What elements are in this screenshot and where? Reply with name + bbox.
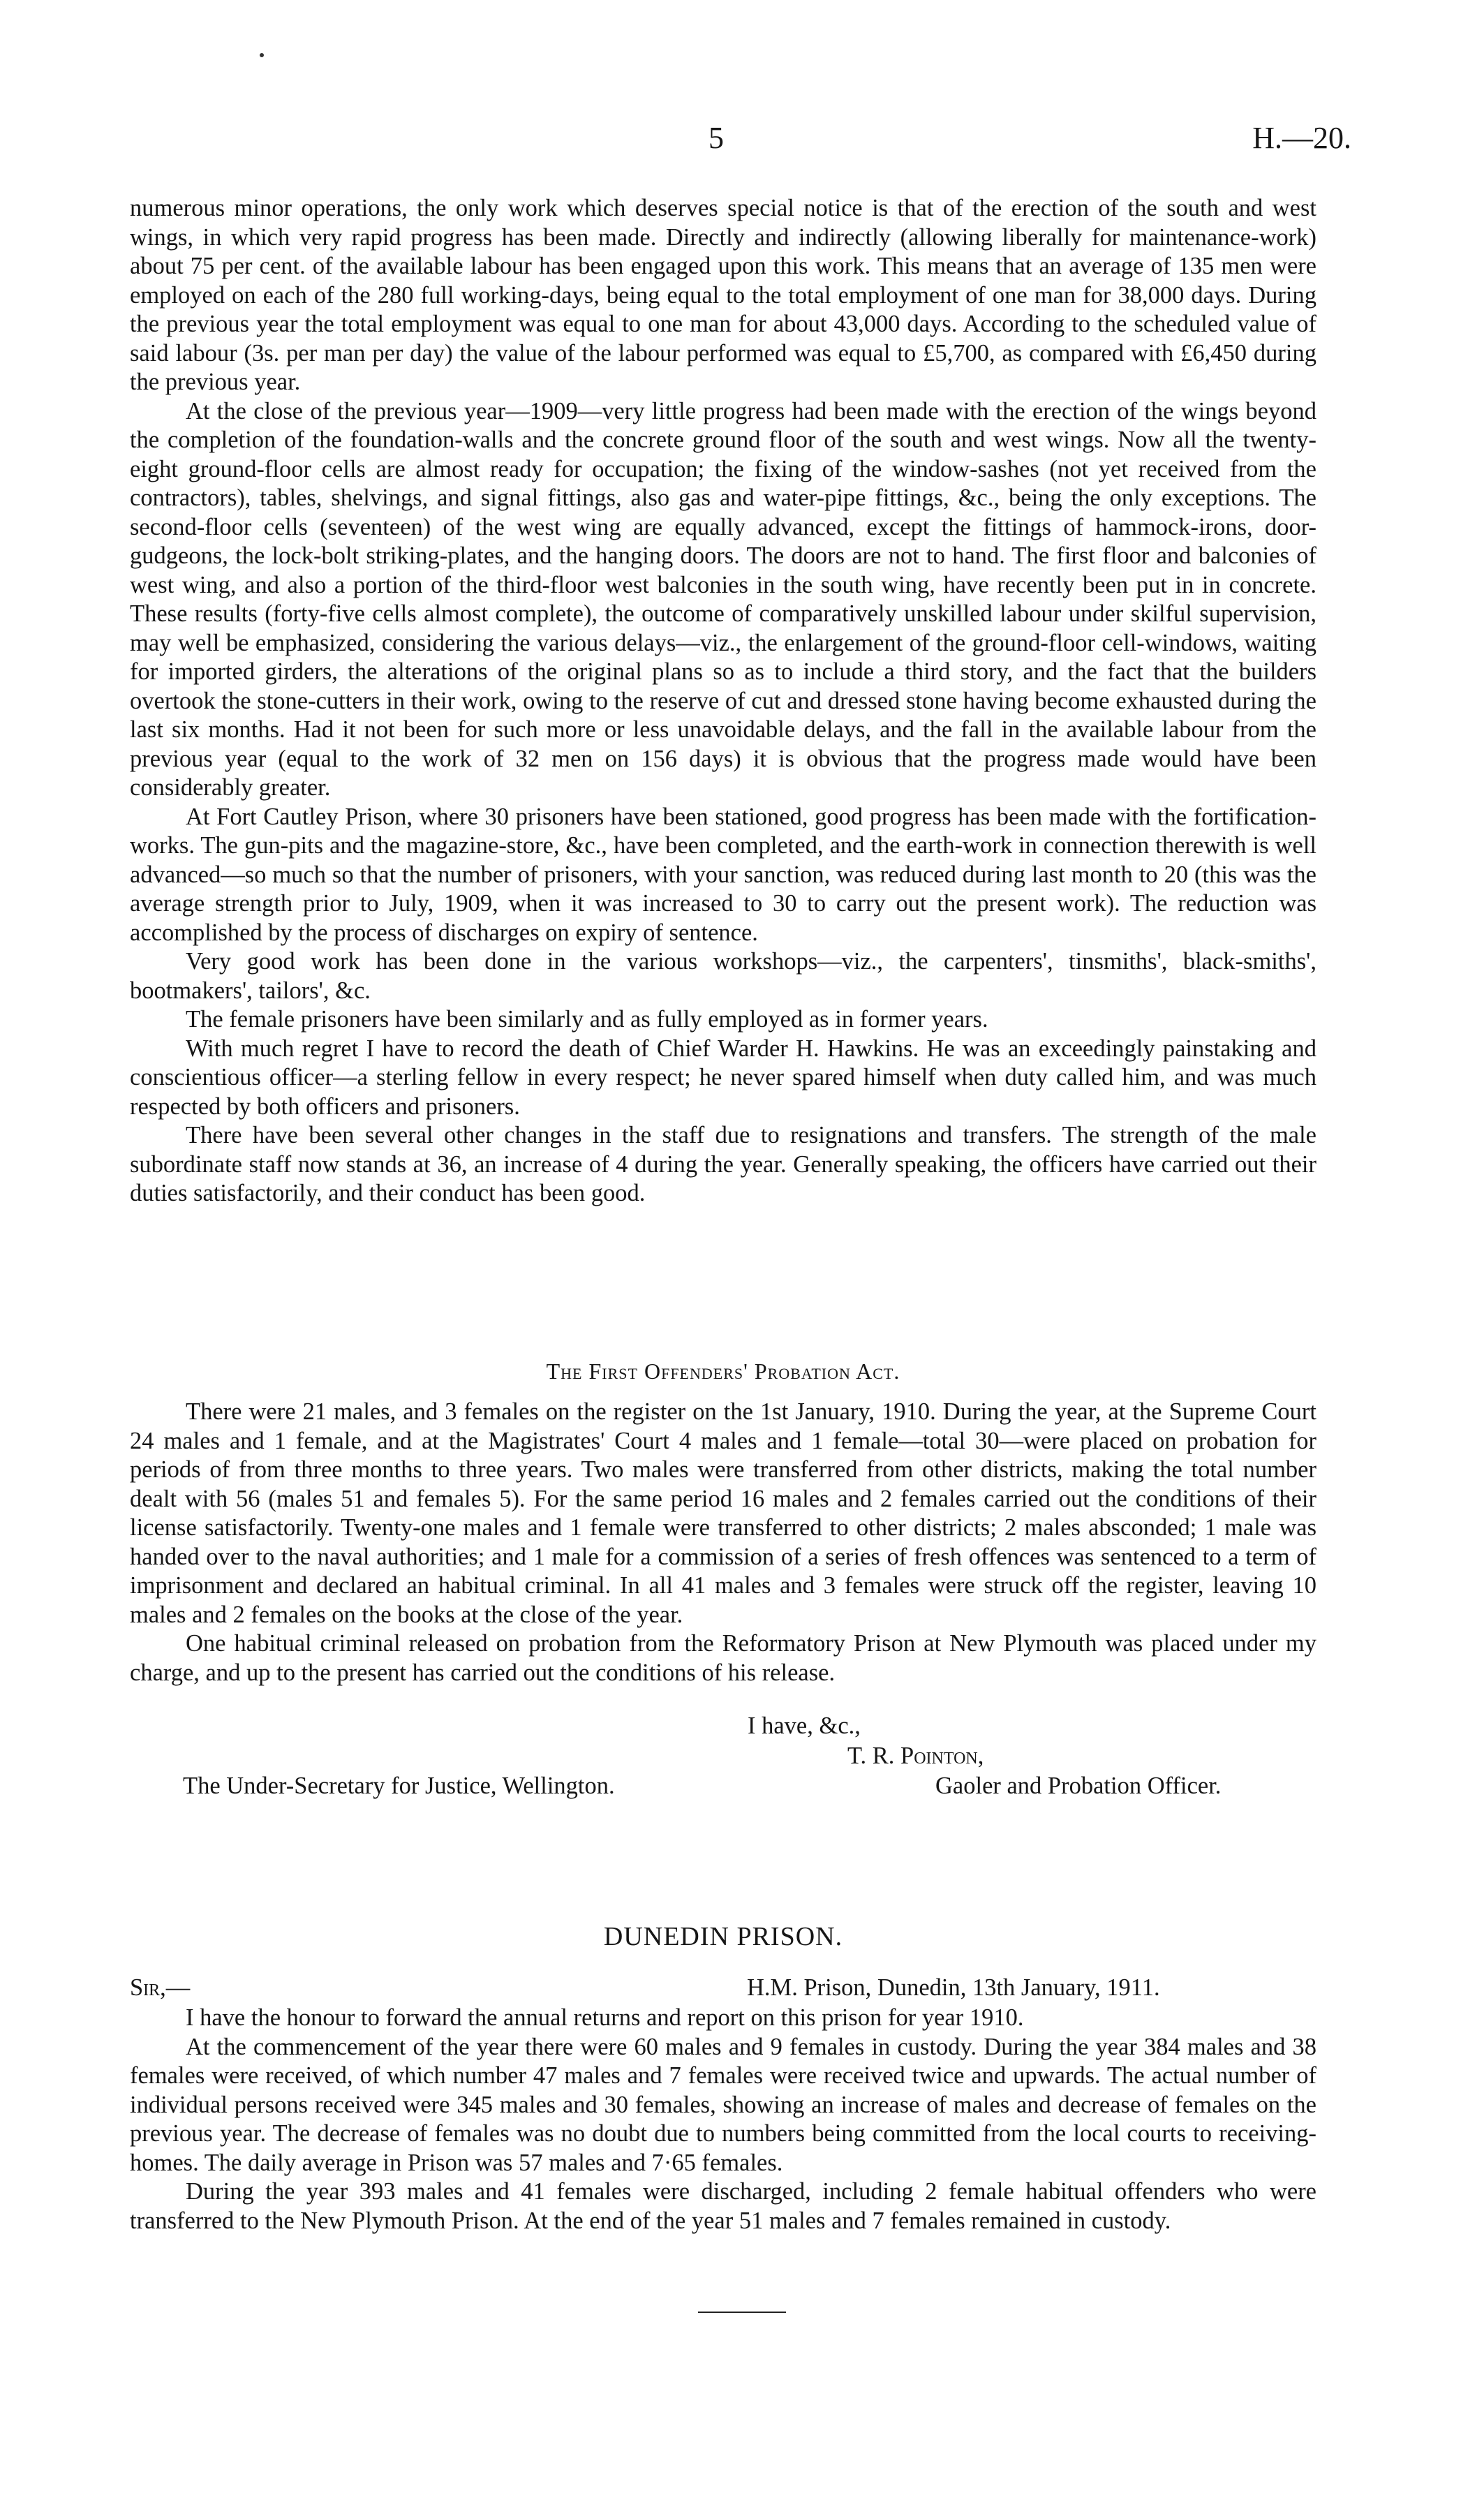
dunedin-prison-heading: DUNEDIN PRISON. — [603, 1922, 843, 1951]
paragraph-female-prisoners: The female prisoners have been similarly and as fully employed as in former years. — [186, 1006, 988, 1033]
probation-act-heading: The First Offenders' Probation Act. — [546, 1359, 900, 1384]
closing-phrase: I have, &c., — [748, 1713, 861, 1739]
dateline: H.M. Prison, Dunedin, 13th January, 1911. — [747, 1974, 1160, 2001]
addressee: The Under-Secretary for Justice, Wellington. — [183, 1773, 615, 1799]
document-reference: H.—20. — [1252, 121, 1351, 155]
speck-mark — [260, 53, 264, 57]
paragraph-probation-register: There were 21 males, and 3 females on the register on the 1st January, 1910. During the year, at the Supreme Court 24 males and 1 female, and at the Magistrates' Court 4 males and 1 female—total 30—were placed on probation for periods of from three months to three years. Two males were transferred from other districts, making the total number dealt with 56 (males 51 and females 5). For the same period 16 males and 2 females carried out the conditions of their license satisfactorily. Twenty-one males and 1 female were transferred to other districts; 2 males absconded; 1 male was handed over to the naval authorities; and 1 male for a commission of a series of fresh offences was sentenced to a term of imprisonment and declared an habitual criminal. In all 41 males and 3 females were struck off the register, leaving 10 males and 2 females on the books at the close of the year. — [130, 1398, 1316, 1628]
paragraph-discharges: During the year 393 males and 41 females were discharged, including 2 female habitual offenders who were transferred to the New Plymouth Prison. At the end of the year 51 males and 7 females remained in custody. — [130, 2178, 1316, 2234]
signatory-name: T. R. Pointon, — [847, 1743, 984, 1769]
paragraph-wings-progress: At the close of the previous year—1909—very little progress had been made with the erection of the wings beyond the completion of the foundation-walls and the concrete ground floor of the south and west wings. Now all the twenty-eight ground-floor cells are almost ready for occupation; the fixing of the window-sashes (not yet received from the contractors), tables, shelvings, and signal fittings, also gas and water-pipe fittings, &c., being the only exceptions. The second-floor cells (seventeen) of the west wing are equally advanced, except the fittings of hammock-irons, door-gudgeons, the lock-bolt striking-plates, and the hanging doors. The doors are not to hand. The first floor and balconies of west wing, and also a portion of the third-floor west balconies in the south wing, have recently been put in in concrete. These results (forty-five cells almost complete), the outcome of comparatively unskilled labour under skilful supervision, may well be emphasized, considering the various delays—viz., the enlargement of the ground-floor cell-windows, waiting for imported girders, the alterations of the original plans so as to include a third story, and the fact that the builders overtook the stone-cutters in their work, owing to the reserve of cut and dressed stone having become exhausted during the last six months. Had it not been for such more or less unavoidable delays, and the fall in the available labour from the previous year (equal to the work of 32 men on 156 days) it is obvious that the progress made would have been considerably greater. — [130, 397, 1316, 801]
prison-report-continued — [130, 194, 1316, 1208]
paragraph-workshops: Very good work has been done in the various workshops—viz., the carpenters', tinsmiths', black-smiths', bootmakers', tailors', &c. — [130, 948, 1316, 1004]
paragraph-staff-changes: There have been several other changes in the staff due to resignations and transfers. The strength of the male subordinate staff now stands at 36, an increase of 4 during the year. Generally speaking, the officers have carried out their duties satisfactorily, and their conduct has been good. — [130, 1122, 1316, 1206]
paragraph-labour: numerous minor operations, the only work which deserves special notice is that of the erection of the south and west wings, in which very rapid progress has been made. Directly and indirectly (allowing liberally for maintenance-work) about 75 per cent. of the available labour has been engaged upon this work. This means that an average of 135 men were employed on each of the 280 full working-days, being equal to the total employment of one man for 38,000 days. During the previous year the total employment was equal to one man for about 43,000 days. According to the scheduled value of said labour (3s. per man per day) the value of the labour performed was equal to £5,700, as compared with £6,450 during the previous year. — [130, 195, 1316, 395]
section-divider — [698, 2312, 786, 2313]
paragraph-fort-cautley: At Fort Cautley Prison, where 30 prisoners have been stationed, good progress has been made with the fortification-works. The gun-pits and the magazine-store, &c., have been completed, and the earth-work in connection therewith is well advanced—so much so that the number of prisoners, with your sanction, was reduced during last month to 20 (this was the average strength prior to July, 1909, when it was increased to 30 to carry out the present work). The reduction was accomplished by the process of discharges on expiry of sentence. — [130, 803, 1316, 946]
signatory-title: Gaoler and Probation Officer. — [935, 1773, 1222, 1799]
dunedin-report — [130, 2004, 1316, 2235]
probation-section — [130, 1398, 1316, 1687]
paragraph-chief-warder: With much regret I have to record the death of Chief Warder H. Hawkins. He was an exceedingly painstaking and conscientious officer—a sterling fellow in every respect; he never spared himself when duty called him, and was much respected by both officers and prisoners. — [130, 1035, 1316, 1120]
page-number: 5 — [708, 121, 724, 155]
salutation: Sir,— — [130, 1974, 191, 2001]
paragraph-habitual-criminal: One habitual criminal released on probation from the Reformatory Prison at New Plymouth was placed under my charge, and up to the present has carried out the conditions of his release. — [130, 1630, 1316, 1686]
paragraph-custody-numbers: At the commencement of the year there were 60 males and 9 females in custody. During the year 384 males and 38 females were received, of which number 47 males and 7 females were received twice and upwards. The actual number of individual persons received were 345 males and 30 females, showing an increase of males and decrease of females on the previous year. The decrease of females was no doubt due to numbers being committed from the local courts to receiving-homes. The daily average in Prison was 57 males and 7·65 females. — [130, 2033, 1316, 2176]
paragraph-forwarding: I have the honour to forward the annual returns and report on this prison for year 1910. — [186, 2004, 1024, 2031]
